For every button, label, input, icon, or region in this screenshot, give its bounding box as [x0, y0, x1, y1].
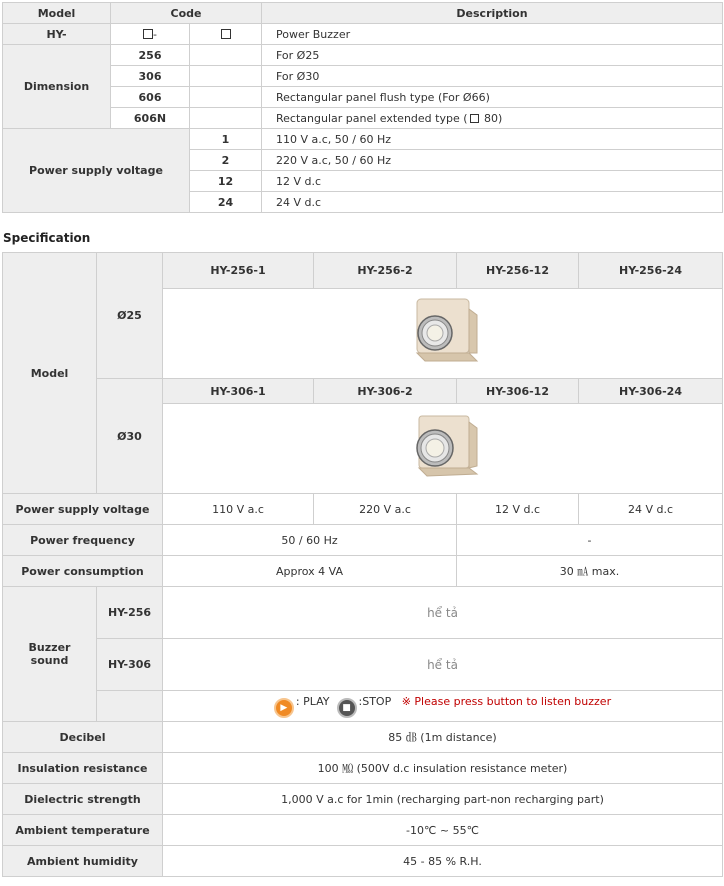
model-name: HY-306-2	[314, 379, 457, 404]
power-supply-label: Power supply voltage	[3, 129, 190, 213]
model-header: Model	[3, 3, 111, 24]
voltage-value: 220 V a.c	[314, 494, 457, 525]
voltage-desc: 110 V a.c, 50 / 60 Hz	[262, 129, 723, 150]
power-frequency-ac: 50 / 60 Hz	[163, 525, 457, 556]
model-name: HY-306-24	[579, 379, 723, 404]
insulation-resistance-value: 100 ㏁ (500V d.c insulation resistance meter)	[163, 753, 723, 784]
voltage-value: 24 V d.c	[579, 494, 723, 525]
diameter-30-label: Ø30	[97, 379, 163, 494]
model-name: HY-256-24	[579, 253, 723, 289]
square-placeholder-icon	[221, 29, 231, 39]
voltage-value: 110 V a.c	[163, 494, 314, 525]
buzzer-sound-label: Buzzer sound	[3, 587, 97, 722]
power-consumption-label: Power consumption	[3, 556, 163, 587]
model-prefix: HY-	[3, 24, 111, 45]
voltage-desc: 24 V d.c	[262, 192, 723, 213]
buzzer-hy306-label: HY-306	[97, 639, 163, 691]
voltage-desc: 220 V a.c, 50 / 60 Hz	[262, 150, 723, 171]
power-supply-voltage-label: Power supply voltage	[3, 494, 163, 525]
decibel-label: Decibel	[3, 722, 163, 753]
product-image-hy256	[163, 289, 723, 379]
power-consumption-ac: Approx 4 VA	[163, 556, 457, 587]
model-name: HY-306-1	[163, 379, 314, 404]
ambient-temperature-label: Ambient temperature	[3, 815, 163, 846]
model-name: HY-256-12	[457, 253, 579, 289]
stop-label: :STOP	[358, 694, 392, 708]
model-name: HY-256-2	[314, 253, 457, 289]
power-frequency-dc: -	[457, 525, 723, 556]
dimension-desc: For Ø25	[262, 45, 723, 66]
dimension-label: Dimension	[3, 45, 111, 129]
voltage-code: 2	[190, 150, 262, 171]
dimension-code: 256	[111, 45, 190, 66]
spec-model-label: Model	[3, 253, 97, 494]
stop-sound-icon[interactable]: ■	[337, 698, 357, 718]
dielectric-strength-value: 1,000 V a.c for 1min (recharging part-non recharging part)	[163, 784, 723, 815]
dimension-code: 606N	[111, 108, 190, 129]
buzzer-controls	[163, 691, 723, 722]
listen-note: ※ Please press button to listen buzzer	[401, 694, 612, 708]
dimension-code: 306	[111, 66, 190, 87]
buzzer-hy256-label: HY-256	[97, 587, 163, 639]
dimension-desc: For Ø30	[262, 66, 723, 87]
dimension-desc: Rectangular panel flush type (For Ø66)	[262, 87, 723, 108]
buzzer-sound-player-hy256[interactable]: hể tả	[163, 587, 723, 639]
specification-title: Specification	[3, 231, 91, 245]
product-image-hy306	[163, 404, 723, 494]
model-name: HY-256-1	[163, 253, 314, 289]
ambient-humidity-value: 45 - 85 % R.H.	[163, 846, 723, 877]
voltage-code: 24	[190, 192, 262, 213]
voltage-code: 12	[190, 171, 262, 192]
voltage-desc: 12 V d.c	[262, 171, 723, 192]
buzzer-product-image	[403, 408, 483, 486]
square-icon	[470, 114, 479, 123]
voltage-code: 1	[190, 129, 262, 150]
square-placeholder-icon	[143, 29, 153, 39]
code-slot-voltage	[190, 24, 262, 45]
insulation-resistance-label: Insulation resistance	[3, 753, 163, 784]
dimension-code: 606	[111, 87, 190, 108]
buzzer-product-image	[403, 293, 483, 371]
model-description: Power Buzzer	[262, 24, 723, 45]
description-header: Description	[262, 3, 723, 24]
play-label: : PLAY	[295, 694, 330, 708]
ambient-temperature-value: -10℃ ~ 55℃	[163, 815, 723, 846]
play-sound-icon[interactable]: ▶	[274, 698, 294, 718]
buzzer-sound-player-hy306[interactable]: hể tả	[163, 639, 723, 691]
power-consumption-dc: 30 ㎃ max.	[457, 556, 723, 587]
model-name: HY-306-12	[457, 379, 579, 404]
power-frequency-label: Power frequency	[3, 525, 163, 556]
dimension-desc: Rectangular panel extended type ( 80)	[262, 108, 723, 129]
code-slot-dimension: -	[111, 24, 190, 45]
specification-table	[2, 252, 723, 877]
dielectric-strength-label: Dielectric strength	[3, 784, 163, 815]
diameter-25-label: Ø25	[97, 253, 163, 379]
ambient-humidity-label: Ambient humidity	[3, 846, 163, 877]
code-table	[2, 2, 723, 213]
voltage-value: 12 V d.c	[457, 494, 579, 525]
code-header: Code	[111, 3, 262, 24]
decibel-value: 85 ㏈ (1m distance)	[163, 722, 723, 753]
